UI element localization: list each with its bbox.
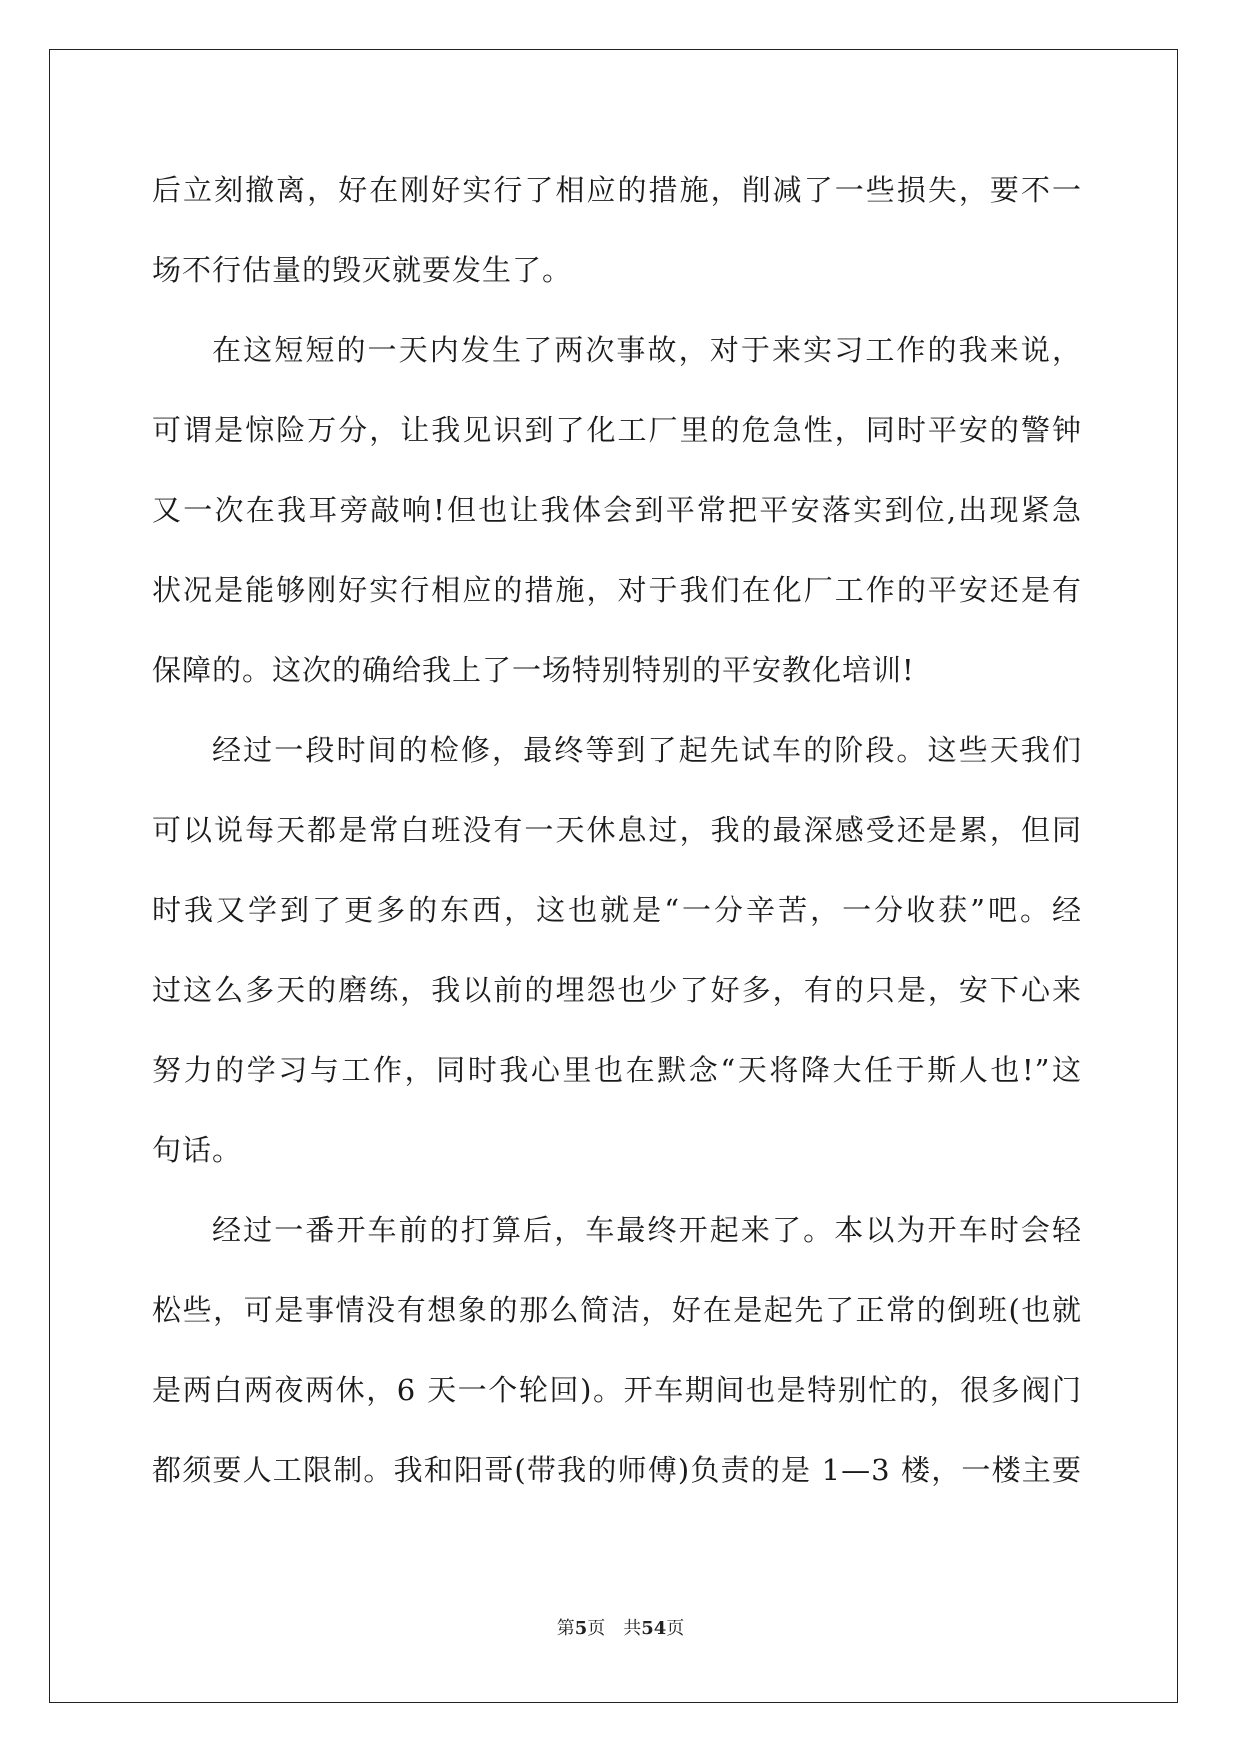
text-line: 可谓是惊险万分，让我见识到了化工厂里的危急性，同时平安的警钟 [152, 413, 1082, 447]
page-number: 5 [574, 1618, 588, 1639]
total-prefix: 共 [623, 1618, 642, 1639]
text-line: 经过一段时间的检修，最终等到了起先试车的阶段。这些天我们 [212, 733, 1082, 767]
text-line: 在这短短的一天内发生了两次事故，对于来实习工作的我来说， [212, 333, 1082, 367]
text-line: 时我又学到了更多的东西，这也就是“一分辛苦，一分收获”吧。经 [152, 893, 1082, 927]
document-body [152, 157, 1082, 1517]
text-line: 状况是能够刚好实行相应的措施，对于我们在化厂工作的平安还是有 [152, 573, 1082, 607]
total-pages: 54 [641, 1618, 667, 1639]
text-line: 场不行估量的毁灭就要发生了。 [152, 253, 573, 287]
text-line: 保障的。这次的确给我上了一场特别特别的平安教化培训! [152, 653, 915, 687]
text-line: 都须要人工限制。我和阳哥(带我的师傅)负责的是 1—3 楼，一楼主要 [152, 1453, 1082, 1487]
text-line: 努力的学习与工作，同时我心里也在默念“天将降大任于斯人也!”这 [152, 1053, 1082, 1087]
text-line: 句话。 [152, 1133, 243, 1167]
text-line: 松些，可是事情没有想象的那么简洁，好在是起先了正常的倒班(也就 [152, 1293, 1082, 1327]
page-footer [0, 1614, 1241, 1640]
text-line: 是两白两夜两休，6 天一个轮回)。开车期间也是特别忙的，很多阀门 [152, 1373, 1082, 1407]
page-suffix: 页 [587, 1618, 606, 1639]
page-prefix: 第 [556, 1618, 575, 1639]
text-line: 可以说每天都是常白班没有一天休息过，我的最深感受还是累，但同 [152, 813, 1082, 847]
text-line: 又一次在我耳旁敲响!但也让我体会到平常把平安落实到位,出现紧急 [152, 493, 1082, 527]
total-suffix: 页 [666, 1618, 685, 1639]
text-line: 过这么多天的磨练，我以前的埋怨也少了好多，有的只是，安下心来 [152, 973, 1082, 1007]
text-line: 经过一番开车前的打算后，车最终开起来了。本以为开车时会轻 [212, 1213, 1082, 1247]
text-line: 后立刻撤离，好在刚好实行了相应的措施，削减了一些损失，要不一 [152, 173, 1082, 207]
